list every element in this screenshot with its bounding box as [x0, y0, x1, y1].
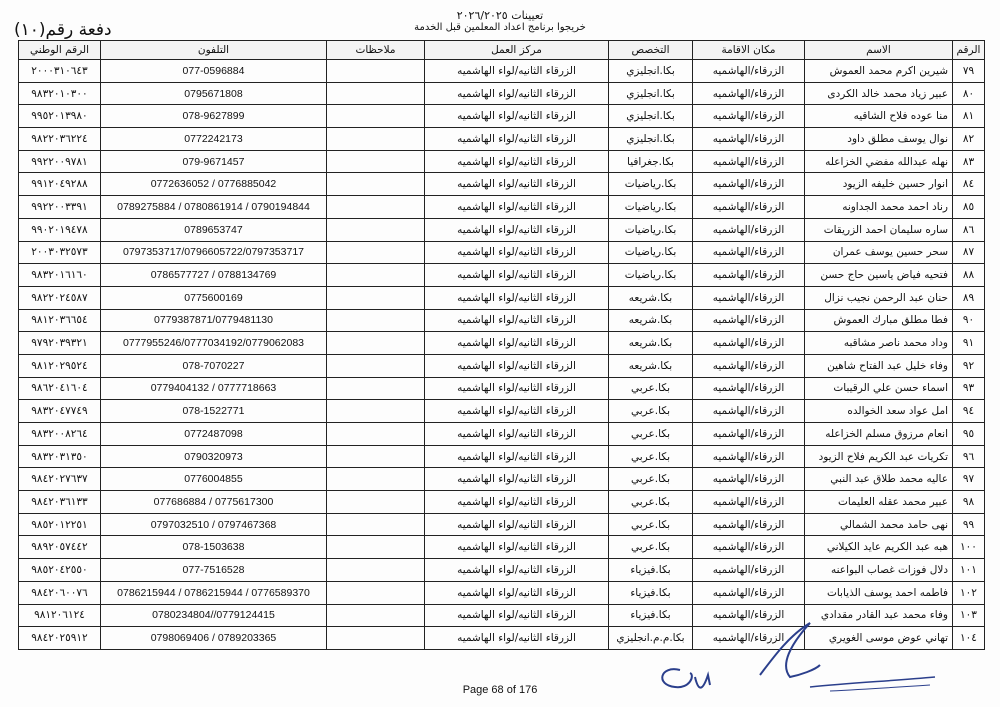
table-row — [19, 128, 985, 151]
signature-mark — [640, 615, 940, 695]
row-residence: الزرقاء/الهاشميه — [693, 513, 805, 536]
row-national-id: ٩٨٢٢٠٣٦٢٢٤ — [19, 128, 101, 151]
row-notes — [327, 423, 425, 446]
row-number: ٩١ — [953, 332, 985, 355]
row-number: ١٠٣ — [953, 604, 985, 627]
row-notes — [327, 173, 425, 196]
row-workplace: الزرقاء الثانيه/لواء الهاشميه — [425, 332, 609, 355]
row-notes — [327, 536, 425, 559]
row-notes — [327, 128, 425, 151]
row-specialty: بكا.م.م.انجليزي — [609, 627, 693, 650]
row-phone: 0789653747 — [101, 218, 327, 241]
table-row — [19, 354, 985, 377]
row-residence: الزرقاء/الهاشميه — [693, 218, 805, 241]
col-header-residence: مكان الاقامة — [693, 41, 805, 60]
row-national-id: ٩٨١٢٠٦١٢٤ — [19, 604, 101, 627]
row-specialty: بكا.رياضيات — [609, 241, 693, 264]
row-residence: الزرقاء/الهاشميه — [693, 150, 805, 173]
row-workplace: الزرقاء الثانيه/لواء الهاشميه — [425, 264, 609, 287]
row-workplace: الزرقاء الثانيه/لواء الهاشميه — [425, 536, 609, 559]
row-workplace: الزرقاء الثانيه/لواء الهاشميه — [425, 241, 609, 264]
row-specialty: بكا.عربي — [609, 536, 693, 559]
row-specialty: بكا.عربي — [609, 400, 693, 423]
row-specialty: بكا.عربي — [609, 377, 693, 400]
row-national-id: ٩٩١٢٠٤٩٢٨٨ — [19, 173, 101, 196]
row-number: ٨٥ — [953, 196, 985, 219]
row-workplace: الزرقاء الثانيه/لواء الهاشميه — [425, 377, 609, 400]
page-number: Page 68 of 176 — [462, 684, 538, 696]
table-row — [19, 559, 985, 582]
row-number: ٧٩ — [953, 60, 985, 83]
row-notes — [327, 286, 425, 309]
row-specialty: بكا.جغرافيا — [609, 150, 693, 173]
row-specialty: بكا.عربي — [609, 491, 693, 514]
row-workplace: الزرقاء الثانيه/لواء الهاشميه — [425, 82, 609, 105]
col-header-num: الرقم — [953, 41, 985, 60]
row-notes — [327, 105, 425, 128]
row-number: ١٠٠ — [953, 536, 985, 559]
row-notes — [327, 196, 425, 219]
table-row — [19, 536, 985, 559]
row-number: ٨٤ — [953, 173, 985, 196]
row-name: ساره سليمان احمد الزريقات — [805, 218, 953, 241]
row-phone: 0772636052 / 0776885042 — [101, 173, 327, 196]
row-name: انعام مرزوق مسلم الخزاعله — [805, 423, 953, 446]
table-row — [19, 241, 985, 264]
row-residence: الزرقاء/الهاشميه — [693, 627, 805, 650]
table-row — [19, 150, 985, 173]
row-number: ٩٧ — [953, 468, 985, 491]
table-row — [19, 60, 985, 83]
row-number: ٨٢ — [953, 128, 985, 151]
table-row — [19, 423, 985, 446]
row-phone: 0780234804//0779124415 — [101, 604, 327, 627]
row-phone: 078-1503638 — [101, 536, 327, 559]
row-residence: الزرقاء/الهاشميه — [693, 128, 805, 151]
row-workplace: الزرقاء الثانيه/لواء الهاشميه — [425, 105, 609, 128]
row-notes — [327, 377, 425, 400]
table-row — [19, 309, 985, 332]
row-workplace: الزرقاء الثانيه/لواء الهاشميه — [425, 196, 609, 219]
row-specialty: بكا.شريعه — [609, 309, 693, 332]
row-residence: الزرقاء/الهاشميه — [693, 60, 805, 83]
row-notes — [327, 445, 425, 468]
row-name: سحر حسين يوسف عمران — [805, 241, 953, 264]
row-number: ٩٢ — [953, 354, 985, 377]
row-specialty: بكا.رياضيات — [609, 173, 693, 196]
row-name: نهى حامد محمد الشمالي — [805, 513, 953, 536]
row-name: فاطمه احمد يوسف الذيابات — [805, 581, 953, 604]
row-phone: 0779387871/0779481130 — [101, 309, 327, 332]
row-national-id: ٩٩٢٢٠٠٩٧٨١ — [19, 150, 101, 173]
row-number: ٨٩ — [953, 286, 985, 309]
row-name: حنان عبد الرحمن نجيب نزال — [805, 286, 953, 309]
row-specialty: بكا.شريعه — [609, 354, 693, 377]
row-phone: 0797032510 / 0797467368 — [101, 513, 327, 536]
table-row — [19, 332, 985, 355]
row-specialty: بكا.فيزياء — [609, 581, 693, 604]
table-row — [19, 264, 985, 287]
row-number: ٩٨ — [953, 491, 985, 514]
row-workplace: الزرقاء الثانيه/لواء الهاشميه — [425, 60, 609, 83]
row-workplace: الزرقاء الثانيه/لواء الهاشميه — [425, 513, 609, 536]
row-phone: 0797353717/0796605722/0797353717 — [101, 241, 327, 264]
row-phone: 079-9671457 — [101, 150, 327, 173]
row-notes — [327, 581, 425, 604]
row-national-id: ٩٨٢٢٠٢٤٥٨٧ — [19, 286, 101, 309]
row-phone: 078-7070227 — [101, 354, 327, 377]
row-national-id: ٩٨٩٢٠٥٧٤٤٢ — [19, 536, 101, 559]
row-phone: 0775600169 — [101, 286, 327, 309]
row-notes — [327, 60, 425, 83]
row-notes — [327, 354, 425, 377]
row-national-id: ٩٨٥٢٠٤٢٥٥٠ — [19, 559, 101, 582]
row-residence: الزرقاء/الهاشميه — [693, 468, 805, 491]
row-residence: الزرقاء/الهاشميه — [693, 604, 805, 627]
row-national-id: ٩٩٢٢٠٠٣٣٩١ — [19, 196, 101, 219]
row-national-id: ٩٨٤٢٠٦٠٠٧٦ — [19, 581, 101, 604]
row-national-id: ٩٨٤٢٠٣٦١٣٣ — [19, 491, 101, 514]
row-number: ٨٠ — [953, 82, 985, 105]
table-row — [19, 400, 985, 423]
row-workplace: الزرقاء الثانيه/لواء الهاشميه — [425, 150, 609, 173]
row-residence: الزرقاء/الهاشميه — [693, 286, 805, 309]
row-workplace: الزرقاء الثانيه/لواء الهاشميه — [425, 468, 609, 491]
row-name: هبه عبد الكريم عايد الكيلاني — [805, 536, 953, 559]
row-notes — [327, 332, 425, 355]
table-row — [19, 196, 985, 219]
row-national-id: ٩٨١٢٠٣٦٦٥٤ — [19, 309, 101, 332]
row-phone: 0795671808 — [101, 82, 327, 105]
row-specialty: بكا.عربي — [609, 513, 693, 536]
row-workplace: الزرقاء الثانيه/لواء الهاشميه — [425, 423, 609, 446]
table-row — [19, 513, 985, 536]
row-residence: الزرقاء/الهاشميه — [693, 400, 805, 423]
row-workplace: الزرقاء الثانيه/لواء الهاشميه — [425, 286, 609, 309]
row-phone: 0789275884 / 0780861914 / 0790194844 — [101, 196, 327, 219]
row-name: رناد احمد محمد الجداونه — [805, 196, 953, 219]
row-national-id: ٩٨٤٢٠٢٧٦٣٧ — [19, 468, 101, 491]
col-header-specialty: التخصص — [609, 41, 693, 60]
col-header-notes: ملاحظات — [327, 41, 425, 60]
row-national-id: ٢٠٠٣٠٣٢٥٧٣ — [19, 241, 101, 264]
row-workplace: الزرقاء الثانيه/لواء الهاشميه — [425, 128, 609, 151]
row-name: عبير محمد عقله العليمات — [805, 491, 953, 514]
row-national-id: ٩٨٣٢٠٣١٣٥٠ — [19, 445, 101, 468]
row-number: ١٠٤ — [953, 627, 985, 650]
row-name: فطا مطلق مبارك العموش — [805, 309, 953, 332]
row-notes — [327, 468, 425, 491]
col-header-workplace: مركز العمل — [425, 41, 609, 60]
row-national-id: ٩٨٣٢٠١٠٣٠٠ — [19, 82, 101, 105]
col-header-phone: التلفون — [101, 41, 327, 60]
batch-label: دفعة رقم(١٠) — [14, 20, 112, 40]
row-number: ٩٦ — [953, 445, 985, 468]
row-name: انوار حسين خليفه الزيود — [805, 173, 953, 196]
row-number: ٩٩ — [953, 513, 985, 536]
row-name: فتحيه فياض ياسين حاج حسن — [805, 264, 953, 287]
row-residence: الزرقاء/الهاشميه — [693, 241, 805, 264]
row-name: وداد محمد ناصر مشاقبه — [805, 332, 953, 355]
row-residence: الزرقاء/الهاشميه — [693, 105, 805, 128]
row-residence: الزرقاء/الهاشميه — [693, 559, 805, 582]
row-residence: الزرقاء/الهاشميه — [693, 581, 805, 604]
row-residence: الزرقاء/الهاشميه — [693, 445, 805, 468]
row-specialty: بكا.رياضيات — [609, 264, 693, 287]
row-phone: 0790320973 — [101, 445, 327, 468]
row-national-id: ٩٨٣٢٠١٦١٦٠ — [19, 264, 101, 287]
row-workplace: الزرقاء الثانيه/لواء الهاشميه — [425, 309, 609, 332]
row-residence: الزرقاء/الهاشميه — [693, 173, 805, 196]
row-residence: الزرقاء/الهاشميه — [693, 309, 805, 332]
row-number: ٩٣ — [953, 377, 985, 400]
row-number: ٨٣ — [953, 150, 985, 173]
row-specialty: بكا.انجليزي — [609, 60, 693, 83]
table-row — [19, 581, 985, 604]
row-notes — [327, 627, 425, 650]
row-phone: 0772242173 — [101, 128, 327, 151]
row-specialty: بكا.عربي — [609, 468, 693, 491]
row-name: تكريات عبد الكريم فلاح الزيود — [805, 445, 953, 468]
table-row — [19, 82, 985, 105]
row-specialty: بكا.انجليزي — [609, 128, 693, 151]
row-national-id: ٩٨٦٢٠٤١٦٠٤ — [19, 377, 101, 400]
row-name: وفاء خليل عبد الفتاح شاهين — [805, 354, 953, 377]
row-workplace: الزرقاء الثانيه/لواء الهاشميه — [425, 218, 609, 241]
row-specialty: بكا.عربي — [609, 445, 693, 468]
row-phone: 0776004855 — [101, 468, 327, 491]
row-specialty: بكا.شريعه — [609, 286, 693, 309]
row-national-id: ٩٨٣٢٠٤٧٧٤٩ — [19, 400, 101, 423]
row-phone: 077-7516528 — [101, 559, 327, 582]
table-row — [19, 377, 985, 400]
row-national-id: ٩٩٠٢٠١٩٤٧٨ — [19, 218, 101, 241]
row-notes — [327, 218, 425, 241]
row-workplace: الزرقاء الثانيه/لواء الهاشميه — [425, 559, 609, 582]
row-specialty: بكا.شريعه — [609, 332, 693, 355]
row-phone: 078-1522771 — [101, 400, 327, 423]
row-specialty: بكا.رياضيات — [609, 196, 693, 219]
row-national-id: ٩٨٣٢٠٠٨٢٦٤ — [19, 423, 101, 446]
row-national-id: ٩٩٥٢٠١٣٩٨٠ — [19, 105, 101, 128]
row-national-id: ٩٧٩٢٠٣٩٣٢١ — [19, 332, 101, 355]
row-number: ١٠٢ — [953, 581, 985, 604]
document-title: تعيينات ٢٠٢٦/٢٠٢٥ — [456, 9, 544, 22]
row-workplace: الزرقاء الثانيه/لواء الهاشميه — [425, 581, 609, 604]
appointments-table — [18, 40, 985, 650]
row-notes — [327, 513, 425, 536]
row-notes — [327, 491, 425, 514]
row-specialty: بكا.فيزياء — [609, 604, 693, 627]
row-number: ٨١ — [953, 105, 985, 128]
row-name: تهاني عوض موسى الغويري — [805, 627, 953, 650]
table-header-row — [19, 41, 985, 60]
row-specialty: بكا.رياضيات — [609, 218, 693, 241]
row-specialty: بكا.فيزياء — [609, 559, 693, 582]
row-residence: الزرقاء/الهاشميه — [693, 377, 805, 400]
row-residence: الزرقاء/الهاشميه — [693, 82, 805, 105]
table-row — [19, 173, 985, 196]
col-header-name: الاسم — [805, 41, 953, 60]
row-number: ٩٥ — [953, 423, 985, 446]
row-phone: 0777955246/0777034192/0779062083 — [101, 332, 327, 355]
row-phone: 077686884 / 0775617300 — [101, 491, 327, 514]
row-notes — [327, 559, 425, 582]
row-phone: 0798069406 / 0789203365 — [101, 627, 327, 650]
row-workplace: الزرقاء الثانيه/لواء الهاشميه — [425, 354, 609, 377]
table-row — [19, 218, 985, 241]
row-residence: الزرقاء/الهاشميه — [693, 423, 805, 446]
row-phone: 0786577727 / 0788134769 — [101, 264, 327, 287]
row-name: امل عواد سعد الخوالده — [805, 400, 953, 423]
row-workplace: الزرقاء الثانيه/لواء الهاشميه — [425, 604, 609, 627]
row-number: ٩٠ — [953, 309, 985, 332]
row-national-id: ٩٨١٢٠٢٩٥٢٤ — [19, 354, 101, 377]
row-residence: الزرقاء/الهاشميه — [693, 264, 805, 287]
table-row — [19, 105, 985, 128]
row-phone: 0786215944 / 0786215944 / 0776589370 — [101, 581, 327, 604]
row-specialty: بكا.انجليزي — [609, 82, 693, 105]
row-phone: 0772487098 — [101, 423, 327, 446]
row-number: ١٠١ — [953, 559, 985, 582]
row-national-id: ٩٨٥٢٠١٢٢٥١ — [19, 513, 101, 536]
row-specialty: بكا.عربي — [609, 423, 693, 446]
row-number: ٨٦ — [953, 218, 985, 241]
row-national-id: ٢٠٠٠٣١٠٦٤٣ — [19, 60, 101, 83]
row-residence: الزرقاء/الهاشميه — [693, 196, 805, 219]
row-residence: الزرقاء/الهاشميه — [693, 536, 805, 559]
row-number: ٨٧ — [953, 241, 985, 264]
row-name: وفاء محمد عبد القادر مقدادي — [805, 604, 953, 627]
row-notes — [327, 604, 425, 627]
row-notes — [327, 82, 425, 105]
document-subtitle: خريجوا برنامج اعداد المعلمين قبل الخدمة — [414, 22, 586, 33]
row-name: عاليه محمد طلاق عبد النبي — [805, 468, 953, 491]
row-name: منا عوده فلاح الشاقيه — [805, 105, 953, 128]
row-national-id: ٩٨٤٢٠٢٥٩١٢ — [19, 627, 101, 650]
row-specialty: بكا.انجليزي — [609, 105, 693, 128]
table-row — [19, 445, 985, 468]
row-residence: الزرقاء/الهاشميه — [693, 332, 805, 355]
row-workplace: الزرقاء الثانيه/لواء الهاشميه — [425, 173, 609, 196]
row-workplace: الزرقاء الثانيه/لواء الهاشميه — [425, 445, 609, 468]
row-name: عبير زياد محمد خالد الكردى — [805, 82, 953, 105]
table-row — [19, 286, 985, 309]
row-number: ٩٤ — [953, 400, 985, 423]
row-phone: 077-0596884 — [101, 60, 327, 83]
row-notes — [327, 309, 425, 332]
row-name: اسماء حسن علي الرقيبات — [805, 377, 953, 400]
table-row — [19, 468, 985, 491]
row-workplace: الزرقاء الثانيه/لواء الهاشميه — [425, 491, 609, 514]
table-row — [19, 491, 985, 514]
row-notes — [327, 400, 425, 423]
row-notes — [327, 150, 425, 173]
row-name: نهله عبدالله مفضي الخزاعله — [805, 150, 953, 173]
row-number: ٨٨ — [953, 264, 985, 287]
row-phone: 0779404132 / 0777718663 — [101, 377, 327, 400]
row-residence: الزرقاء/الهاشميه — [693, 491, 805, 514]
row-name: شيرين اكرم محمد العموش — [805, 60, 953, 83]
row-name: دلال فوزات غصاب البواعنه — [805, 559, 953, 582]
row-name: نوال يوسف مطلق داود — [805, 128, 953, 151]
row-notes — [327, 264, 425, 287]
row-workplace: الزرقاء الثانيه/لواء الهاشميه — [425, 627, 609, 650]
row-phone: 078-9627899 — [101, 105, 327, 128]
col-header-national-id: الرقم الوطني — [19, 41, 101, 60]
row-residence: الزرقاء/الهاشميه — [693, 354, 805, 377]
row-workplace: الزرقاء الثانيه/لواء الهاشميه — [425, 400, 609, 423]
row-notes — [327, 241, 425, 264]
